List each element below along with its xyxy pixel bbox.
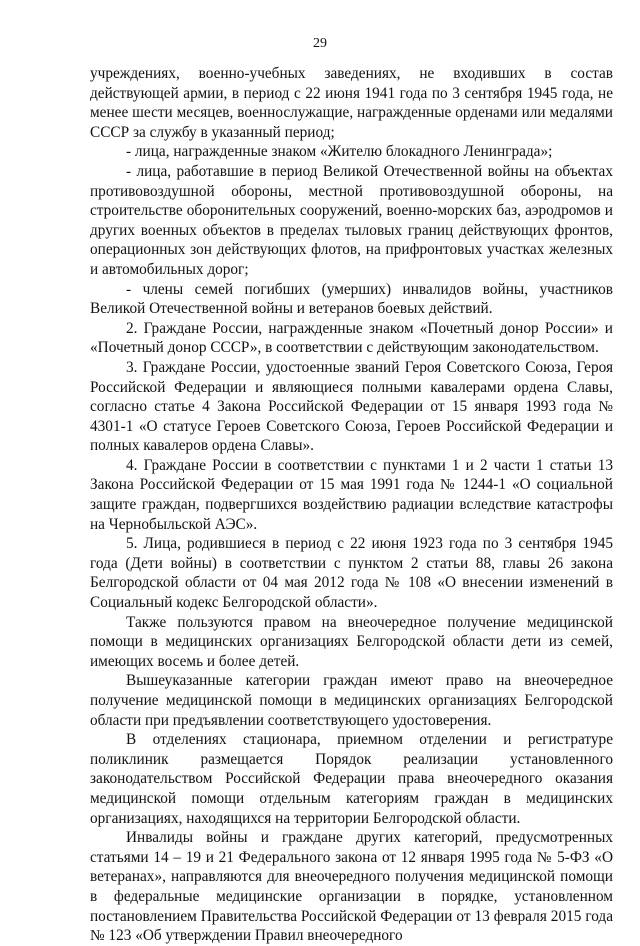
paragraph-large-families: Также пользуются правом на внеочередное получение медицинской помощи в медицинских организациях Белгородской области дети из семей, имеющих восемь и более детей.: [90, 613, 613, 670]
paragraph-continuation: учреждениях, военно-учебных заведениях, не входивших в состав действующей армии, в период с 22 июня 1941 года по 3 сентября 1945 года, не менее шести месяцев, военнослужащие, награжденные орденами или медалями СССР за службу в указанный период;: [90, 65, 613, 141]
paragraph-item-2-donors: 2. Граждане России, награжденные знаком «Почетный донор России» и «Почетный донор СССР», в соответствии с действующим законодательством.: [90, 319, 613, 357]
paragraph-air-defense-workers: - лица, работавшие в период Великой Отечественной войны на объектах противовоздушной обороны, местной противовоздушной обороны, на строительстве оборонительных сооружений, военно-морских баз, аэродромов и других военных объектов в пределах тыловых границ действующих фронтов, операционных зон действующих флотов, на прифронтовых участках железных и автомобильных дорог;: [90, 162, 613, 278]
paragraph-blockade-residents: - лица, награжденные знаком «Жителю блокадного Ленинграда»;: [126, 143, 553, 161]
paragraph-item-4-chernobyl: 4. Граждане России в соответствии с пунктами 1 и 2 части 1 статьи 13 Закона Российской Федерации от 15 мая 1991 года № 1244-1 «О социальной защите граждан, подвергшихся воздействию радиации вследствие катастрофы на Чернобыльской АЭС».: [90, 456, 613, 533]
paragraph-war-invalids-referral: Инвалиды войны и граждане других категорий, предусмотренных статьями 14 – 19 и 21 Федерального закона от 12 января 1995 года № 5-ФЗ «О ветеранах», направляются для внеочередного получения медицинской помощи в федеральные медицинские организации в порядке, установленном постановлением Правительства Российской Федерации от 13 февраля 2015 года № 123 «Об утверждении Правил внеочередного: [90, 829, 613, 945]
paragraph-procedure-posting: В отделениях стационара, приемном отделении и регистратуре поликлиник размещается Порядок реализации установленного законодательством Российской Федерации права внеочередного оказания медицинской помощи отдельным категориям граждан в медицинских организациях, находящихся на территории Белгородской области.: [90, 731, 613, 827]
paragraph-family-members: - члены семей погибших (умерших) инвалидов войны, участников Великой Отечественной войны и ветеранов боевых действий.: [90, 280, 613, 318]
paragraph-item-5-war-children: 5. Лица, родившиеся в период с 22 июня 1923 года по 3 сентября 1945 года (Дети войны) в соответствии с пунктом 2 статьи 88, главы 26 закона Белгородской области от 04 мая 2012 года № 108 «О внесении изменений в Социальный кодекс Белгородской области».: [90, 535, 613, 612]
page-number: 29: [313, 36, 327, 51]
body-text: [90, 64, 613, 946]
paragraph-item-3-heroes: 3. Граждане России, удостоенные званий Героя Советского Союза, Героя Российской Федерации и являющиеся полными кавалерами ордена Славы, согласно статье 4 Закона Российской Федерации от 15 января 1993 года № 4301-1 «О статусе Героев Советского Союза, Героев Российской Федерации и полных кавалеров ордена Славы».: [90, 358, 613, 455]
paragraph-certificate-right: Вышеуказанные категории граждан имеют право на внеочередное получение медицинской помощи в медицинских организациях Белгородской области при предъявлении соответствующего удостоверения.: [90, 672, 613, 729]
